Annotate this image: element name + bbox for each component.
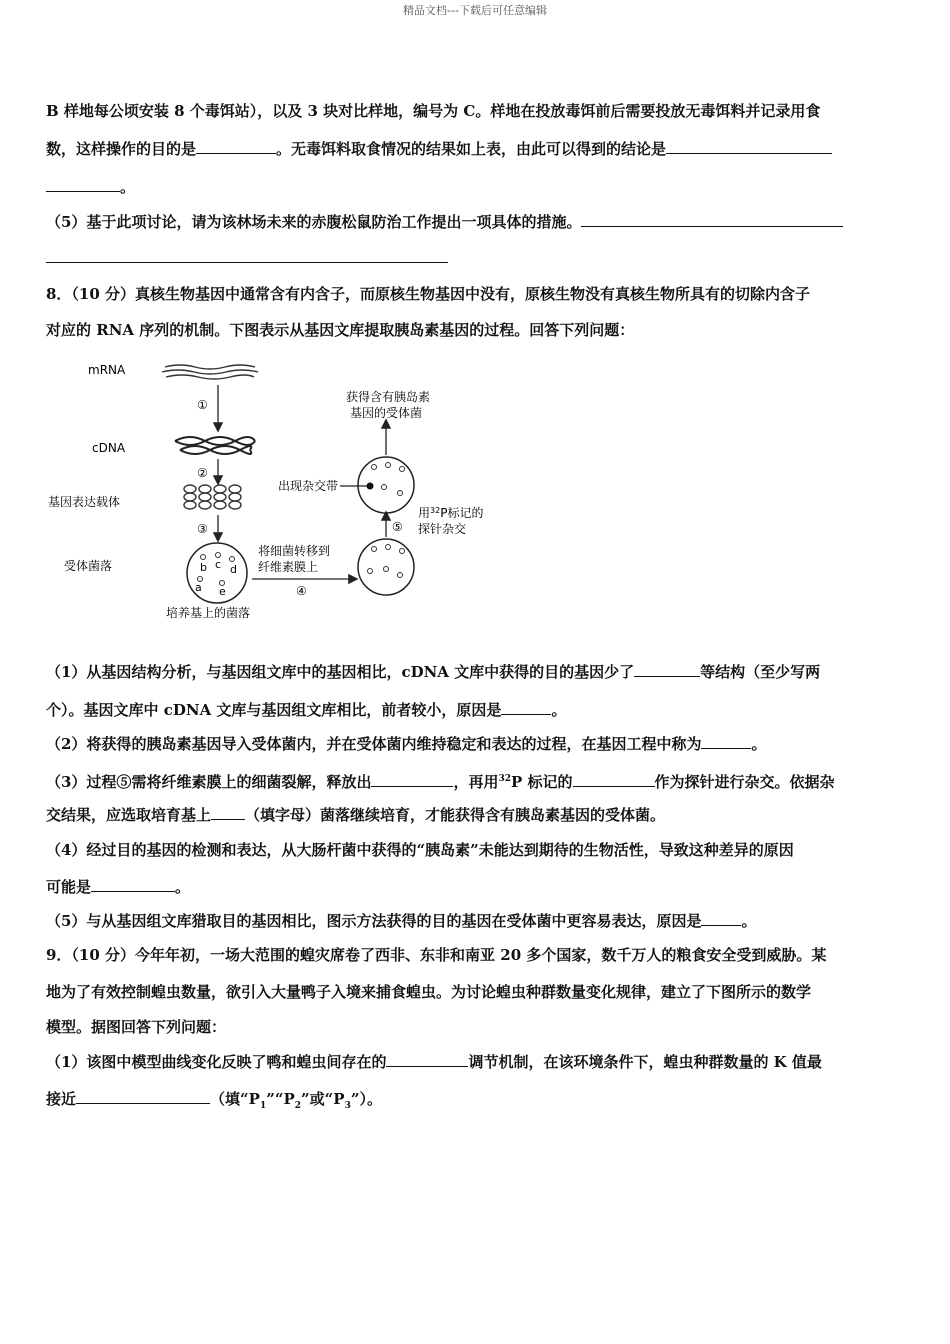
answer-blank[interactable] xyxy=(573,772,655,787)
step-2-label: ② xyxy=(197,466,208,480)
question-8-part-3: 交结果，应选取培育基上 （填字母）菌落继续培育，才能获得含有胰岛素基因的受体菌。 xyxy=(46,806,666,824)
text-line: （5）基于此项讨论，请为该林场未来的赤腹松鼠防治工作提出一项具体的措施。 xyxy=(46,212,843,232)
question-8-text: 对应的 RNA 序列的机制。下图表示从基因文库提取胰岛素基因的过程。回答下列问题： xyxy=(46,321,635,339)
colony-label: b xyxy=(200,561,207,574)
text-line: 数，这样操作的目的是 。无毒饵料取食情况的结果如上表，由此可以得到的结论是 xyxy=(46,139,832,159)
vector-label: 基因表达载体 xyxy=(48,495,121,509)
answer-blank[interactable] xyxy=(211,805,245,820)
answer-blank[interactable] xyxy=(581,212,843,227)
text-line: 。 xyxy=(46,177,135,197)
answer-blank[interactable] xyxy=(196,139,276,154)
plate-caption: 培养基上的菌落 xyxy=(166,606,251,620)
obtain-label: 获得含有胰岛素 xyxy=(346,390,431,404)
question-8-part-1: 个）。基因文库中 cDNA 文库与基因组文库相比，前者较小，原因是 。 xyxy=(46,701,567,719)
question-8-part-2: （2）将获得的胰岛素基因导入受体菌内，并在受体菌内维持稳定和表达的过程，在基因工程中称为 。 xyxy=(46,735,767,753)
answer-blank[interactable] xyxy=(501,700,551,715)
host-label: 受体菌落 xyxy=(64,559,113,573)
step-1-label: ① xyxy=(197,398,208,412)
cdna-label: cDNA xyxy=(92,441,126,455)
answer-blank[interactable] xyxy=(371,772,453,787)
question-8-part-5: （5）与从基因组文库猎取目的基因相比，图示方法获得的目的基因在受体菌中更容易表达，原因是 。 xyxy=(46,912,757,930)
question-9-part-1: 接近 （填“$P_1”“P_2$”或“$P_3$”）。 xyxy=(46,1090,382,1111)
answer-blank[interactable] xyxy=(701,911,741,926)
step-3-label: ③ xyxy=(197,522,208,536)
answer-blank[interactable] xyxy=(666,139,832,154)
hybrid-label: 出现杂交带 xyxy=(278,479,339,493)
question-9-text: 模型。据图回答下列问题： xyxy=(46,1018,227,1036)
mrna-strands xyxy=(162,365,258,379)
answer-blank[interactable] xyxy=(91,877,175,892)
answer-blank[interactable] xyxy=(634,662,700,677)
transfer-label: 将细菌转移到 xyxy=(258,544,331,558)
question-9-text: 地为了有效控制蝗虫数量，欲引入大量鸭子入境来捕食蝗虫。为讨论蝗虫种群数量变化规律，建立了下图所示的数学 xyxy=(46,983,812,1001)
step-4-label: ④ xyxy=(296,584,307,598)
mrna-label: mRNA xyxy=(88,363,126,377)
question-9-part-1: （1）该图中模型曲线变化反映了鸭和蝗虫间存在的 调节机制，在该环境条件下，蝗虫种群数量的 K 值最 xyxy=(46,1053,822,1071)
text-line: B 样地每公顷安装 8 个毒饵站），以及 3 块对比样地，编号为 C。样地在投放毒饵前后需要投放无毒饵料并记录用食 xyxy=(46,102,821,120)
question-8-part-4: 可能是 。 xyxy=(46,878,191,896)
answer-blank[interactable] xyxy=(46,262,448,263)
question-8-part-1: （1）从基因结构分析，与基因组文库中的基因相比，cDNA 文库中获得的目的基因少了 等结构（至少写两 xyxy=(46,663,821,681)
colony-label: d xyxy=(230,563,237,576)
transfer-label: 纤维素膜上 xyxy=(258,560,319,574)
colony-label: e xyxy=(219,585,226,598)
obtain-label: 基因的受体菌 xyxy=(350,406,423,420)
colony-label: c xyxy=(215,558,222,571)
probe-label: 用$^{32}$P标记的 xyxy=(418,506,484,520)
question-8-part-3: （3）过程⑤需将纤维素膜上的细菌裂解，释放出 ，再用$^{32}$P 标记的 作为探针进行杂交。依据杂 xyxy=(46,773,835,791)
answer-blank[interactable] xyxy=(76,1089,210,1104)
answer-blank[interactable] xyxy=(701,734,751,749)
answer-blank[interactable] xyxy=(386,1052,468,1067)
answer-blank[interactable] xyxy=(46,177,120,192)
question-8-part-4: （4）经过目的基因的检测和表达，从大肠杆菌中获得的“胰岛素”未能达到期待的生物活性，导致这种差异的原因 xyxy=(46,841,794,859)
culture-plate xyxy=(187,543,247,603)
probe-label: 探针杂交 xyxy=(418,522,467,536)
page-header: 精品文档---下载后可任意编辑 xyxy=(403,4,547,17)
colony-label: a xyxy=(195,581,202,594)
question-9-text: 9．（10 分）今年年初，一场大范围的蝗灾席卷了西非、东非和南亚 20 多个国家，数千万人的粮食安全受到威胁。某 xyxy=(46,946,827,964)
question-8-text: 8．（10 分）真核生物基因中通常含有内含子，而原核生物基因中没有，原核生物没有真核生物所具有的切除内含子 xyxy=(46,285,811,303)
cdna-strands xyxy=(175,437,255,454)
gene-library-diagram xyxy=(40,355,510,630)
step-5-label: ⑤ xyxy=(392,520,403,534)
expression-vectors xyxy=(184,485,241,509)
hybrid-band-dot xyxy=(367,483,374,490)
